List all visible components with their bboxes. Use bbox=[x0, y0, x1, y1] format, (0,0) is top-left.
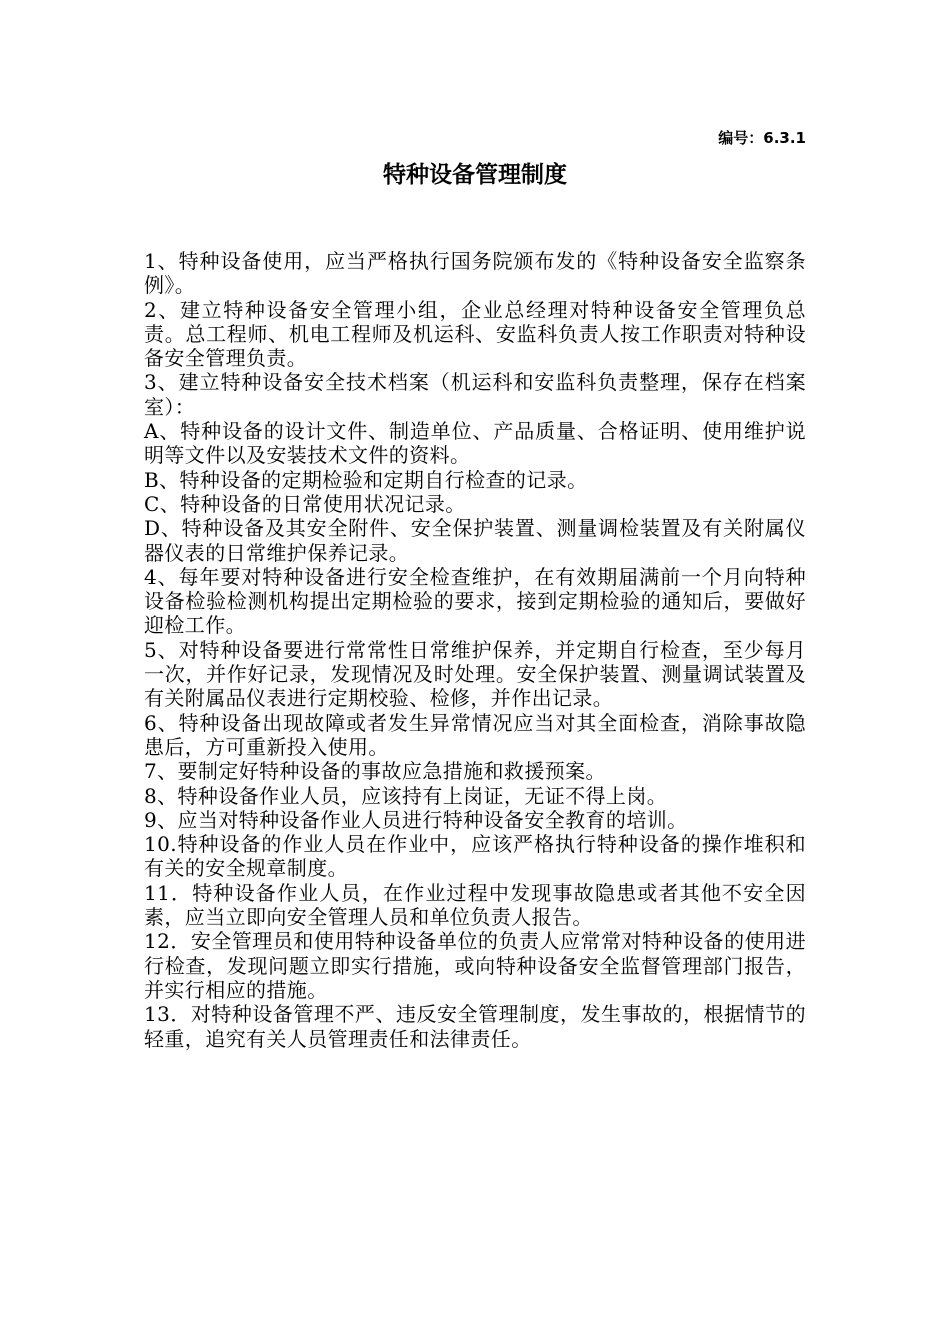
clause-3: 3、建立特种设备安全技术档案（机运科和安监科负责整理，保存在档案室）： bbox=[144, 370, 806, 419]
clause-3b: B、特种设备的定期检验和定期自行检查的记录。 bbox=[144, 467, 588, 492]
clause-13: 13．对特种设备管理不严、违反安全管理制度，发生事故的，根据情节的轻重，追究有关人员管理责任和法律责任。 bbox=[144, 1002, 806, 1051]
clause-3a: A、特种设备的设计文件、制造单位、产品质量、合格证明、使用维护说明等文件以及安装技术文件的资料。 bbox=[144, 419, 806, 468]
document-title: 特种设备管理制度 bbox=[383, 162, 567, 188]
clause-1: 1、特种设备使用，应当严格执行国务院颁布发的《特种设备安全监察条例》。 bbox=[144, 249, 806, 298]
clause-12: 12．安全管理员和使用特种设备单位的负责人应常常对特种设备的使用进行检查，发现问题立即实行措施，或向特种设备安全监督管理部门报告，并实行相应的措施。 bbox=[144, 929, 806, 1002]
clause-9: 9、应当对特种设备作业人员进行特种设备安全教育的培训。 bbox=[144, 807, 688, 832]
clause-4: 4、每年要对特种设备进行安全检查维护，在有效期届满前一个月向特种设备检验检测机构提出定期检验的要求，接到定期检验的通知后，要做好迎检工作。 bbox=[144, 564, 806, 638]
clause-3c: C、特种设备的日常使用状况记录。 bbox=[144, 491, 466, 516]
clause-2: 2、建立特种设备安全管理小组，企业总经理对特种设备安全管理负总责。总工程师、机电工程师及机运科、安监科负责人按工作职责对特种设备安全管理负责。 bbox=[144, 297, 806, 371]
clause-10: 10.特种设备的作业人员在作业中，应该严格执行特种设备的操作堆积和有关的安全规章制度。 bbox=[144, 832, 806, 881]
clause-6: 6、特种设备出现故障或者发生异常情况应当对其全面检查，消除事故隐患后，方可重新投入使用。 bbox=[144, 710, 806, 759]
clause-11: 11．特种设备作业人员，在作业过程中发现事故隐患或者其他不安全因素，应当立即向安全管理人员和单位负责人报告。 bbox=[144, 880, 806, 930]
clause-8: 8、特种设备作业人员，应该持有上岗证，无证不得上岗。 bbox=[144, 783, 668, 808]
clause-3d: D、特种设备及其安全附件、安全保护装置、测量调检装置及有关附属仪器仪表的日常维护保养记录。 bbox=[144, 516, 806, 565]
document-body bbox=[144, 249, 806, 1051]
clause-7: 7、要制定好特种设备的事故应急措施和救援预案。 bbox=[144, 759, 606, 784]
document-number: 编号：6.3.1 bbox=[718, 129, 806, 147]
clause-5: 5、对特种设备要进行常常性日常维护保养，并定期自行检查，至少每月一次，并作好记录，发现情况及时处理。安全保护装置、测量调试装置及有关附属品仪表进行定期校验、检修，并作出记录。 bbox=[144, 637, 806, 711]
